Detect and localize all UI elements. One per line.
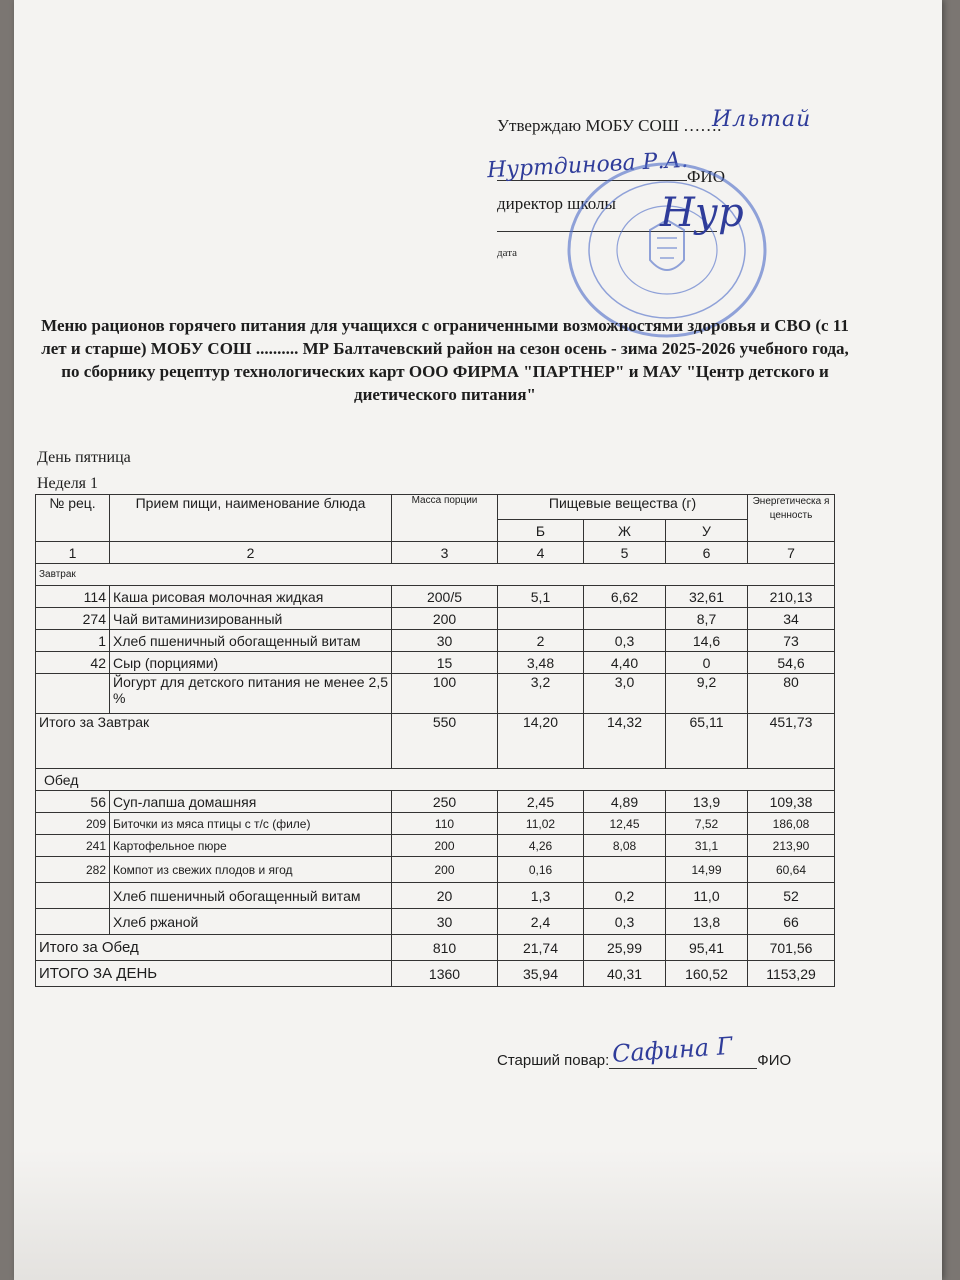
dish-name: Биточки из мяса птицы с т/с (филе) <box>110 813 392 835</box>
portion-mass: 15 <box>392 652 498 674</box>
section-row-lunch <box>36 769 835 791</box>
fio-label: ФИО <box>687 167 725 186</box>
protein-value <box>498 608 584 630</box>
total-mass: 1360 <box>392 961 498 987</box>
total-carb: 160,52 <box>666 961 748 987</box>
protein-value: 2 <box>498 630 584 652</box>
total-fat: 14,32 <box>584 714 666 769</box>
carb-value: 14,99 <box>666 857 748 883</box>
energy-value: 54,6 <box>748 652 835 674</box>
rec-number: 56 <box>36 791 110 813</box>
column-number: 3 <box>392 542 498 564</box>
table-row <box>36 652 835 674</box>
protein-value: 11,02 <box>498 813 584 835</box>
fat-value: 0,3 <box>584 630 666 652</box>
total-fat: 25,99 <box>584 935 666 961</box>
header-rec: № рец. <box>36 495 110 542</box>
portion-mass: 110 <box>392 813 498 835</box>
total-fat: 40,31 <box>584 961 666 987</box>
table-row <box>36 791 835 813</box>
carb-value: 32,61 <box>666 586 748 608</box>
protein-value: 2,4 <box>498 909 584 935</box>
dish-name: Хлеб пшеничный обогащенный витам <box>110 883 392 909</box>
portion-mass: 30 <box>392 630 498 652</box>
section-label-lunch: Обед <box>36 769 835 791</box>
rec-number <box>36 674 110 714</box>
dish-name: Сыр (порциями) <box>110 652 392 674</box>
portion-mass: 20 <box>392 883 498 909</box>
rec-number: 42 <box>36 652 110 674</box>
fat-value <box>584 857 666 883</box>
week-label: Неделя 1 <box>37 475 99 492</box>
header-energy: Энергетическа я ценность <box>748 495 835 542</box>
carb-value: 0 <box>666 652 748 674</box>
dish-name: Каша рисовая молочная жидкая <box>110 586 392 608</box>
rec-number: 282 <box>36 857 110 883</box>
header-zh: Ж <box>584 520 666 542</box>
director-label: директор школы <box>497 194 616 213</box>
lunch-total-row <box>36 935 835 961</box>
fat-value <box>584 608 666 630</box>
breakfast-total-row <box>36 714 835 769</box>
column-number: 5 <box>584 542 666 564</box>
carb-value: 31,1 <box>666 835 748 857</box>
section-row-breakfast <box>36 564 835 586</box>
header-dish: Прием пищи, наименование блюда <box>110 495 392 542</box>
school-signature: Ильтай <box>712 107 812 132</box>
table-row <box>36 608 835 630</box>
energy-value: 60,64 <box>748 857 835 883</box>
fio-signature: Нуртдинова Р.А. <box>486 147 689 184</box>
section-label-breakfast: Завтрак <box>36 564 835 586</box>
total-mass: 550 <box>392 714 498 769</box>
total-protein: 35,94 <box>498 961 584 987</box>
table-row <box>36 630 835 652</box>
energy-value: 213,90 <box>748 835 835 857</box>
carb-value: 8,7 <box>666 608 748 630</box>
header-u: У <box>666 520 748 542</box>
fat-value: 12,45 <box>584 813 666 835</box>
total-carb: 65,11 <box>666 714 748 769</box>
column-number: 6 <box>666 542 748 564</box>
table-row <box>36 883 835 909</box>
rec-number: 241 <box>36 835 110 857</box>
fat-value: 4,89 <box>584 791 666 813</box>
total-mass: 810 <box>392 935 498 961</box>
protein-value: 1,3 <box>498 883 584 909</box>
total-energy: 451,73 <box>748 714 835 769</box>
carb-value: 13,9 <box>666 791 748 813</box>
fat-value: 6,62 <box>584 586 666 608</box>
energy-value: 34 <box>748 608 835 630</box>
fat-value: 4,40 <box>584 652 666 674</box>
protein-value: 5,1 <box>498 586 584 608</box>
portion-mass: 200 <box>392 608 498 630</box>
table-header-row <box>36 495 835 520</box>
energy-value: 66 <box>748 909 835 935</box>
protein-value: 0,16 <box>498 857 584 883</box>
day-label: День пятница <box>37 449 131 466</box>
column-number: 2 <box>110 542 392 564</box>
portion-mass: 100 <box>392 674 498 714</box>
portion-mass: 200 <box>392 835 498 857</box>
dish-name: Компот из свежих плодов и ягод <box>110 857 392 883</box>
column-number: 7 <box>748 542 835 564</box>
rec-number: 274 <box>36 608 110 630</box>
total-label: Итого за Обед <box>36 935 392 961</box>
approval-line: Утверждаю МОБУ СОШ ……. <box>497 116 722 135</box>
carb-value: 14,6 <box>666 630 748 652</box>
carb-value: 11,0 <box>666 883 748 909</box>
rec-number: 114 <box>36 586 110 608</box>
header-mass: Масса порции <box>392 495 498 542</box>
column-number: 4 <box>498 542 584 564</box>
portion-mass: 250 <box>392 791 498 813</box>
dish-name: Чай витаминизированный <box>110 608 392 630</box>
dish-name: Хлеб ржаной <box>110 909 392 935</box>
table-row <box>36 586 835 608</box>
day-total-row <box>36 961 835 987</box>
header-nutrients: Пищевые вещества (г) <box>498 495 748 520</box>
table-row <box>36 674 835 714</box>
energy-value: 52 <box>748 883 835 909</box>
header-b: Б <box>498 520 584 542</box>
protein-value: 4,26 <box>498 835 584 857</box>
total-energy: 1153,29 <box>748 961 835 987</box>
column-number: 1 <box>36 542 110 564</box>
official-stamp-icon <box>565 160 770 340</box>
total-protein: 21,74 <box>498 935 584 961</box>
protein-value: 3,2 <box>498 674 584 714</box>
table-row <box>36 857 835 883</box>
energy-value: 210,13 <box>748 586 835 608</box>
cook-label: Старший повар: <box>497 1052 610 1069</box>
carb-value: 13,8 <box>666 909 748 935</box>
rec-number: 1 <box>36 630 110 652</box>
protein-value: 3,48 <box>498 652 584 674</box>
rec-number <box>36 909 110 935</box>
total-energy: 701,56 <box>748 935 835 961</box>
carb-value: 9,2 <box>666 674 748 714</box>
energy-value: 73 <box>748 630 835 652</box>
portion-mass: 30 <box>392 909 498 935</box>
portion-mass: 200/5 <box>392 586 498 608</box>
date-label: дата <box>497 247 518 259</box>
document-title: Меню рационов горячего питания для учащихся с ограниченными возможностями здоровья и СВО (с 11 лет и старше) МОБУ СОШ .......... МР Балтачевский район на сезон осень - зима 2025-2026 учебного года, по сборнику рецептур технологических карт ООО ФИРМА "ПАРТНЕР" и МАУ "Центр детского и диетического питания" <box>41 316 849 404</box>
fat-value: 0,2 <box>584 883 666 909</box>
dish-name: Йогурт для детского питания не менее 2,5 % <box>110 674 392 714</box>
fat-value: 0,3 <box>584 909 666 935</box>
total-label: Итого за Завтрак <box>36 714 392 769</box>
fat-value: 8,08 <box>584 835 666 857</box>
table-row <box>36 813 835 835</box>
table-row <box>36 909 835 935</box>
carb-value: 7,52 <box>666 813 748 835</box>
fat-value: 3,0 <box>584 674 666 714</box>
portion-mass: 200 <box>392 857 498 883</box>
rec-number <box>36 883 110 909</box>
director-signature: Нур <box>660 190 744 236</box>
total-protein: 14,20 <box>498 714 584 769</box>
sheet-shadow <box>14 1150 942 1280</box>
rec-number: 209 <box>36 813 110 835</box>
table-row <box>36 835 835 857</box>
dish-name: Картофельное пюре <box>110 835 392 857</box>
column-number-row <box>36 542 835 564</box>
menu-table <box>35 494 835 987</box>
dish-name: Суп-лапша домашняя <box>110 791 392 813</box>
cook-fio-label: ФИО <box>757 1052 792 1069</box>
cook-signature: Сафина Г <box>611 1031 734 1069</box>
total-label: ИТОГО ЗА ДЕНЬ <box>36 961 392 987</box>
energy-value: 109,38 <box>748 791 835 813</box>
energy-value: 80 <box>748 674 835 714</box>
total-carb: 95,41 <box>666 935 748 961</box>
energy-value: 186,08 <box>748 813 835 835</box>
protein-value: 2,45 <box>498 791 584 813</box>
dish-name: Хлеб пшеничный обогащенный витам <box>110 630 392 652</box>
